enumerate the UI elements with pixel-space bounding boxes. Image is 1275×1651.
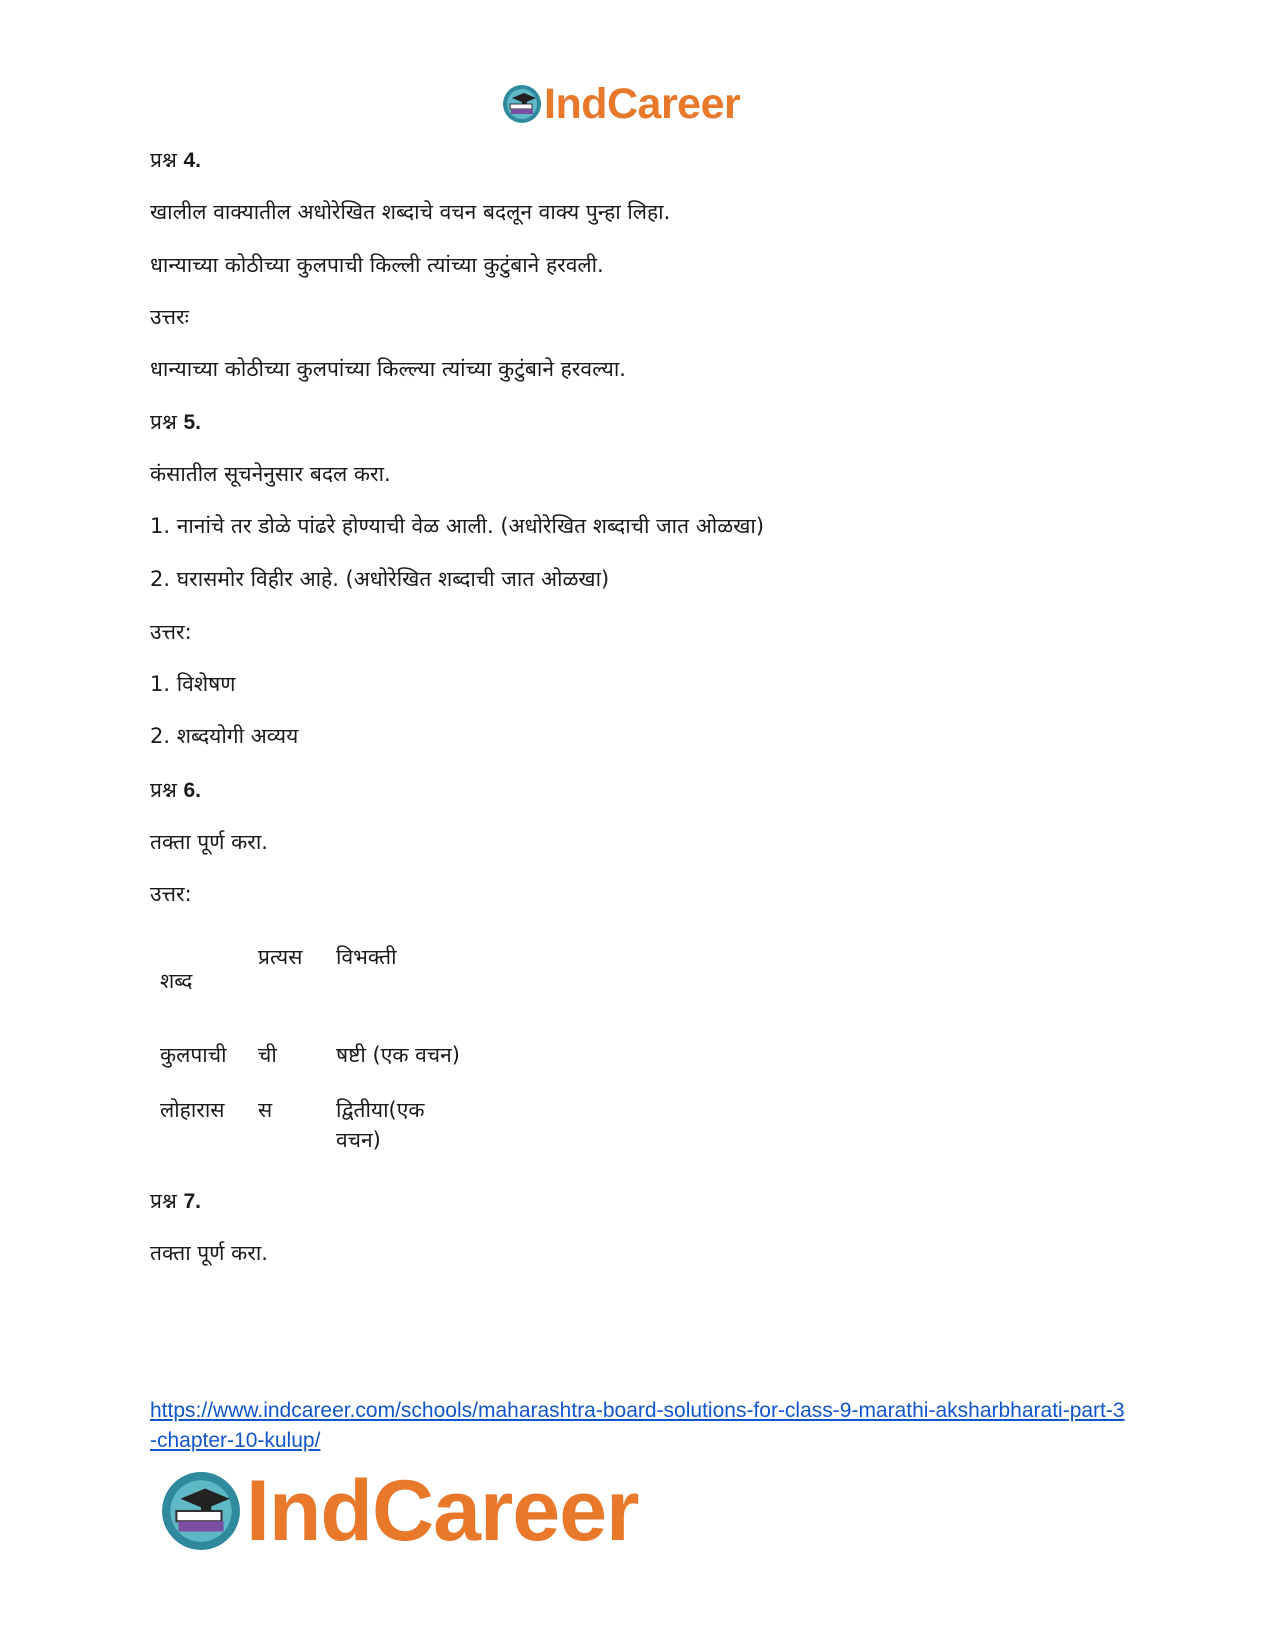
header-logo: [502, 80, 740, 128]
table-header-suffix: प्रत्यस: [258, 945, 303, 969]
q4-sentence: धान्याच्या कोठीच्या कुलपाची किल्ली त्यांच्या कुटुंबाने हरवली.: [150, 253, 604, 277]
table-cell-word: कुलपाची: [160, 1043, 227, 1067]
q5-instruction: कंसातील सूचनेनुसार बदल करा.: [150, 462, 391, 486]
q6-answer-label: उत्तर:: [150, 882, 192, 906]
q4-number: 4.: [183, 149, 201, 172]
q7-heading: [150, 1187, 201, 1216]
table-header-case: विभक्ती: [336, 945, 397, 969]
table-cell-case: द्वितीया(एक: [336, 1098, 425, 1122]
q5-answer-1: 1. विशेषण: [150, 672, 236, 696]
q4-instruction: खालील वाक्यातील अधोरेखित शब्दाचे वचन बदलून वाक्य पुन्हा लिहा.: [150, 200, 671, 224]
q5-answer-label: उत्तर:: [150, 620, 192, 644]
q6-number: 6.: [183, 779, 201, 802]
table-header-word: शब्द: [160, 969, 193, 993]
footer-logo: [160, 1463, 639, 1559]
q5-item-1: 1. नानांचे तर डोळे पांढरे होण्याची वेळ आली. (अधोरेखित शब्दाची जात ओळखा): [150, 514, 765, 538]
q5-heading: [150, 408, 201, 437]
graduation-cap-book-icon: [502, 84, 542, 124]
q4-heading: [150, 146, 201, 175]
q7-number: 7.: [183, 1190, 201, 1213]
q4-label: प्रश्न: [150, 148, 184, 172]
table-cell-case-continued: वचन): [336, 1128, 381, 1152]
table-cell-case: षष्टी (एक वचन): [336, 1043, 460, 1067]
q5-item-2: 2. घरासमोर विहीर आहे. (अधोरेखित शब्दाची जात ओळखा): [150, 567, 610, 591]
table-cell-suffix: स: [258, 1098, 273, 1122]
graduation-cap-book-icon: [160, 1470, 242, 1552]
q5-number: 5.: [183, 411, 201, 434]
q6-instruction: तक्ता पूर्ण करा.: [150, 830, 268, 854]
q4-answer-label: उत्तरः: [150, 305, 189, 329]
table-cell-suffix: ची: [258, 1043, 277, 1067]
q6-heading: [150, 776, 201, 805]
q5-label: प्रश्न: [150, 410, 184, 434]
source-link[interactable]: https://www.indcareer.com/schools/maharashtra-board-solutions-for-class-9-marathi-aksharbharati-part-3-chapter-10-kulup/: [150, 1399, 1125, 1452]
q5-answer-2: 2. शब्दयोगी अव्यय: [150, 724, 299, 748]
q7-instruction: तक्ता पूर्ण करा.: [150, 1241, 268, 1265]
q7-label: प्रश्न: [150, 1189, 184, 1213]
q6-label: प्रश्न: [150, 778, 184, 802]
header-brand-name: IndCareer: [544, 79, 741, 128]
footer-brand-name: IndCareer: [246, 1463, 639, 1559]
table-cell-word: लोहारास: [160, 1098, 225, 1122]
q4-answer: धान्याच्या कोठीच्या कुलपांच्या किल्ल्या त्यांच्या कुटुंबाने हरवल्या.: [150, 357, 626, 381]
